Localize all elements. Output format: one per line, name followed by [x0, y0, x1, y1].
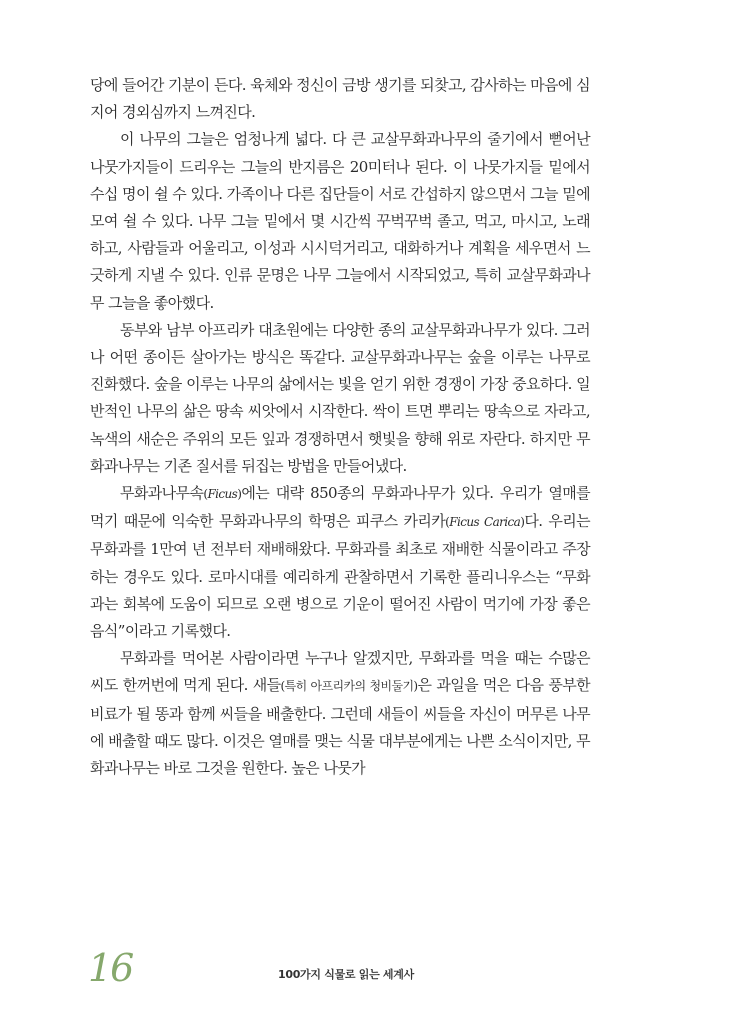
- page-footer: [88, 946, 608, 996]
- scientific-name: Ficus: [207, 487, 238, 502]
- paragraph: 이 나무의 그늘은 엄청나게 넓다. 다 큰 교살무화과나무의 줄기에서 뻗어난 나뭇가지들이 드리우는 그늘의 반지름은 20미터나 된다. 이 나뭇가지들 밑에서 수십 명이 쉴 수 있다. 가족이나 다른 집단들이 서로 간섭하지 않으면서 그늘 밑에 모여 쉴 수 있다. 나무 그늘 밑에서 몇 시간씩 꾸벅꾸벅 졸고, 먹고, 마시고, 노래하고, 사람들과 어울리고, 이성과 시시덕거리고, 대화하거나 계획을 세우면서 느긋하게 지낼 수 있다. 인류 문명은 나무 그늘에서 시작되었고, 특히 교살무화과나무 그늘을 좋아했다.: [90, 130, 590, 312]
- paragraph: 무화과나무속(Ficus)에는 대략 850종의 무화과나무가 있다. 우리가 열매를 먹기 때문에 익숙한 무화과나무의 학명은 피쿠스 카리카(Ficus Carica)다. 우리는 무화과를 1만여 년 전부터 재배해왔다. 무화과를 최초로 재배한 식물이라고 주장하는 경우도 있다. 로마시대를 예리하게 관찰하면서 기록한 플리니우스는 “무화과는 회복에 도움이 되므로 오랜 병으로 기운이 떨어진 사람이 먹기에 가장 좋은 음식”이라고 기록했다.: [90, 484, 590, 641]
- book-title: 100가지 식물로 읽는 세계사: [278, 968, 414, 981]
- page-number: 16: [88, 946, 133, 990]
- scientific-name: Ficus Carica: [449, 515, 521, 530]
- body-text: [90, 72, 590, 782]
- paragraph: 무화과를 먹어본 사람이라면 누구나 알겠지만, 무화과를 먹을 때는 수많은 씨도 한꺼번에 먹게 된다. 새들(특히 아프리카의 청비둘기)은 과일을 먹은 다음 풍부한 비료가 될 똥과 함께 씨들을 배출한다. 그런데 새들이 씨들을 자신이 머무른 나무에 배출할 때도 많다. 이것은 열매를 맺는 식물 대부분에게는 나쁜 소식이지만, 무화과나무는 바로 그것을 원한다. 높은 나뭇가: [90, 649, 590, 778]
- paragraph: 당에 들어간 기분이 든다. 육체와 정신이 금방 생기를 되찾고, 감사하는 마음에 심지어 경외심까지 느껴진다.: [90, 76, 590, 122]
- paragraph: 동부와 남부 아프리카 대초원에는 다양한 종의 교살무화과나무가 있다. 그러나 어떤 종이든 살아가는 방식은 똑같다. 교살무화과나무는 숲을 이루는 나무로 진화했다. 숲을 이루는 나무의 삶에서는 빛을 얻기 위한 경쟁이 가장 중요하다. 일반적인 나무의 삶은 땅속 씨앗에서 시작한다. 싹이 트면 뿌리는 땅속으로 자라고, 녹색의 새순은 주위의 모든 잎과 경쟁하면서 햇빛을 향해 위로 자란다. 하지만 무화과나무는 기존 질서를 뒤집는 방법을 만들어냈다.: [90, 320, 590, 475]
